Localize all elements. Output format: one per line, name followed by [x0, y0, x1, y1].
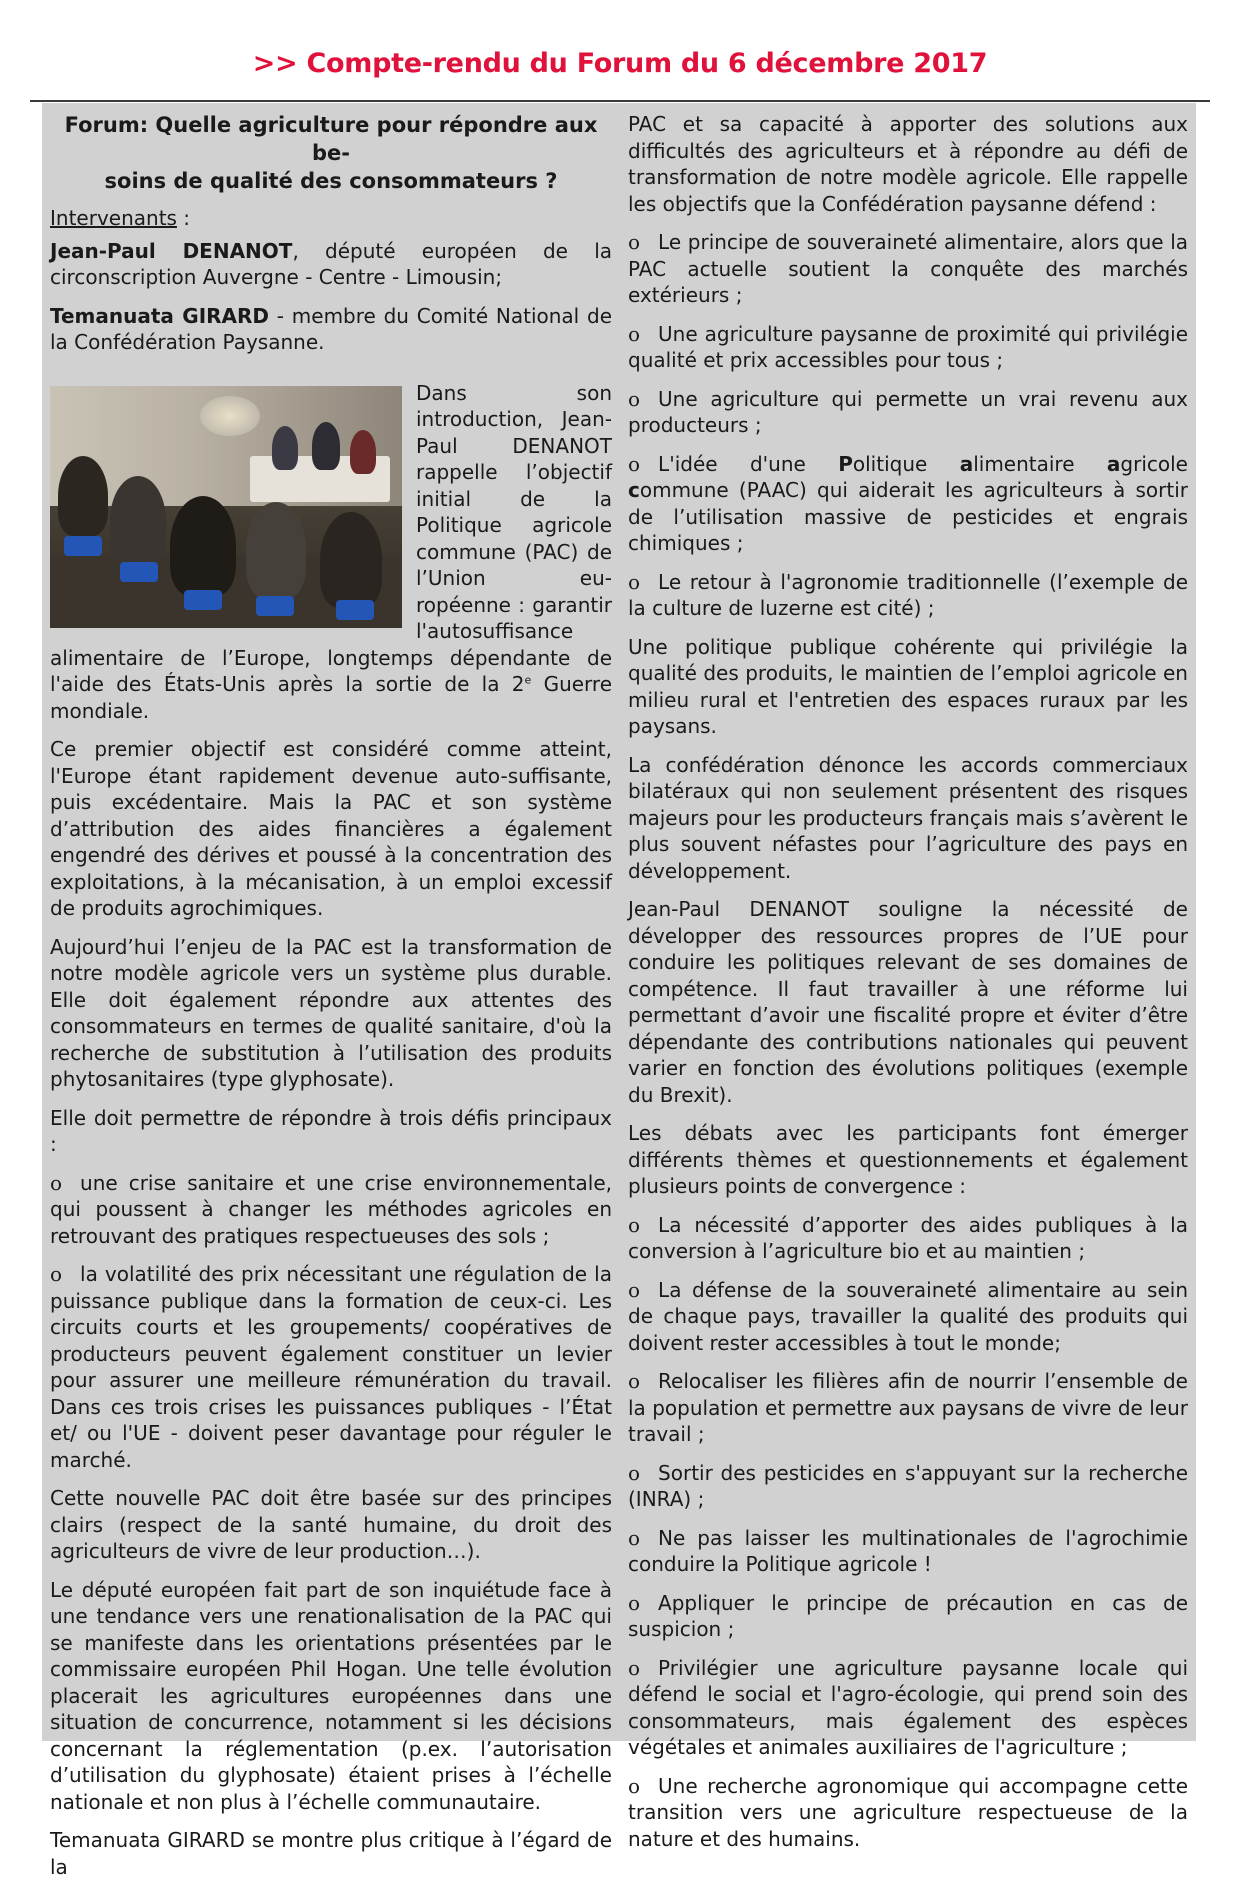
- paac-letter: a: [959, 451, 974, 476]
- bullet-marker: o: [628, 1212, 641, 1237]
- photo-chair: [256, 596, 294, 616]
- convergence-item: [628, 1525, 1188, 1578]
- convergence-item-text: Privilégier une agriculture paysanne locale qui défend le social et l'agro-écologie, qui prend soin des consommateurs, mais également des espèces végétales et animales auxiliaires de l'agriculture ;: [628, 1655, 1188, 1759]
- right-column: [628, 111, 1188, 1864]
- objective-item-text: Le retour à l'agronomie traditionnelle (l’exemple de la culture de luzerne est cité) ;: [628, 569, 1188, 620]
- paac-text: limentaire: [973, 451, 1107, 476]
- defi-item-text: une crise sanitaire et une crise environnementale, qui poussent à changer les méthodes agricoles en retrouvant des pratiques respectueuses des sols ;: [50, 1170, 612, 1248]
- defis-paragraph: Elle doit permettre de répondre à trois défis principaux :: [50, 1105, 612, 1156]
- photo-chair: [184, 590, 222, 610]
- photo-chair: [64, 536, 102, 556]
- paac-letter: a: [1106, 451, 1121, 476]
- page-title: >> Compte-rendu du Forum du 6 décembre 2017: [252, 48, 988, 79]
- intro-text: Dans son introduction, Jean-Paul DENANOT rappelle l’objectif initial de la Politique agricole commune (PAC) de l’Union eu-ropéenne : garantir l'autosuffisance alimentaire de l’Europe, longtemps dépendante de l'aide des États-Unis après la sortie de la 2: [50, 380, 612, 696]
- convergence-item: [628, 1773, 1188, 1853]
- speaker-1-role: , député européen de la circonscription Auvergne - Centre - Limousin;: [50, 238, 613, 289]
- paac-text: ommune (PAAC) qui aiderait les agriculteurs à sortir de l’utilisation massive de pesticides et engrais chimiques ;: [628, 478, 1188, 555]
- bullet-marker: o: [628, 1460, 641, 1485]
- forum-title-line-2: soins de qualité des consommateurs ?: [104, 169, 558, 193]
- photo-person: [312, 422, 340, 470]
- defi-item: [50, 1170, 612, 1250]
- photo-chair: [120, 562, 158, 582]
- photo-person: [246, 502, 306, 598]
- photo-person: [170, 496, 236, 596]
- bullet-marker: o: [628, 321, 641, 346]
- politique-paragraph: Une politique publique cohérente qui privilégie la qualité des produits, le maintien de l’emploi agricole en milieu rural et l'entretien des espaces ruraux par les paysans.: [628, 634, 1188, 738]
- forum-title: [50, 111, 612, 195]
- objective-item-text: Le principe de souveraineté alimentaire, alors que la PAC actuelle soutient la conquête des marchés extérieurs ;: [628, 230, 1188, 307]
- convergence-item-text: Ne pas laisser les multinationales de l'agrochimie conduire la Politique agricole !: [628, 1525, 1188, 1576]
- bullet-marker: o: [628, 386, 641, 411]
- objective-item: [628, 321, 1188, 374]
- intervenants-colon: :: [176, 206, 191, 230]
- speaker-2-role: - membre du Comité National de la Confédération Paysanne.: [50, 303, 612, 354]
- paac-text: gricole: [1120, 451, 1188, 476]
- convergence-item-text: Sortir des pesticides en s'appuyant sur la recherche (INRA) ;: [628, 1460, 1188, 1511]
- convergence-item-text: La défense de la souveraineté alimentaire au sein de chaque pays, travailler la qualité des produits qui doivent rester accessibles à tout le monde;: [628, 1277, 1188, 1355]
- confederation-paragraph: La confédération dénonce les accords commerciaux bilatéraux qui non seulement présentent des risques majeurs pour les producteurs français mais s’avèrent le plus souvent néfastes pour l’agriculture des pays en développement.: [628, 752, 1188, 883]
- bullet-marker: o: [628, 1655, 641, 1680]
- depute-paragraph: Le député européen fait part de son inquiétude face à une tendance vers une renationalisation de la PAC qui se manifeste dans les orientations présentées par le commissaire européen Phil Hogan. Une telle évolution placerait les agricultures européennes dans une situation de concurrence, notamment si les décisions concernant la réglementation (p.ex. l’autorisation d’utilisation du glyphosate) étaient prises à l’échelle nationale et non plus à l’échelle communautaire.: [50, 1577, 612, 1814]
- photo-chair: [336, 600, 374, 620]
- objective-item: [628, 569, 1188, 622]
- convergence-item: [628, 1212, 1188, 1265]
- photo-person: [350, 430, 376, 474]
- convergence-item: [628, 1655, 1188, 1761]
- continuation-paragraph: PAC et sa capacité à apporter des solutions aux difficultés des agriculteurs et à répondre au défi de transformation de notre modèle agricole. Elle rappelle les objectifs que la Confédération paysanne défend :: [628, 112, 1188, 216]
- bullet-marker: o: [50, 1170, 63, 1195]
- photo-person: [110, 476, 166, 566]
- enjeu-paragraph: Aujourd’hui l’enjeu de la PAC est la transformation de notre modèle agricole vers un système plus durable. Elle doit également répondre aux attentes des consommateurs en termes de qualité sanitaire, d'où la recherche de substitution à l’utilisation des produits phytosanitaires (type glyphosate).: [50, 934, 612, 1091]
- speaker-2-name: Temanuata GIRARD: [50, 303, 270, 328]
- article-panel: [42, 103, 1196, 1879]
- convergence-item: [628, 1277, 1188, 1357]
- bullet-marker: o: [50, 1262, 63, 1286]
- intervenants-label: Intervenants: [50, 206, 177, 230]
- bullet-marker: o: [628, 1369, 641, 1393]
- intro-text-end: Guerre mondiale.: [50, 672, 613, 723]
- bullet-marker: o: [628, 1277, 641, 1302]
- defi-item: [50, 1261, 612, 1473]
- intervenants-heading: [50, 205, 612, 232]
- objective-item: [628, 386, 1188, 439]
- objective-item: [628, 451, 1188, 557]
- speaker-2: [50, 303, 612, 356]
- nouvelle-pac-paragraph: Cette nouvelle PAC doit être basée sur des principes clairs (respect de la santé humaine, du droit des agriculteurs de vivre de leur production…).: [50, 1486, 612, 1563]
- bullet-marker: o: [628, 1590, 641, 1615]
- intro-superscript: e: [524, 673, 532, 687]
- paac-letter: c: [628, 478, 640, 502]
- bullet-marker: o: [628, 230, 641, 254]
- convergence-item-text: Une recherche agronomique qui accompagne cette transition vers une agriculture respectueuse de la nature et des humains.: [628, 1773, 1188, 1851]
- photo-light: [200, 396, 260, 436]
- intro-paragraph: [50, 380, 612, 725]
- girard-paragraph: Temanuata GIRARD se montre plus critique à l’égard de la: [50, 1828, 612, 1879]
- header-rule: [30, 100, 1210, 102]
- convergence-item: [628, 1368, 1188, 1448]
- convergence-item-text: Appliquer le principe de précaution en cas de suspicion ;: [628, 1590, 1188, 1641]
- debats-paragraph: Les débats avec les participants font émerger différents thèmes et questionnements et également plusieurs points de convergence :: [628, 1121, 1188, 1198]
- objective-item-text: Une agriculture paysanne de proximité qui privilégie qualité et prix accessibles pour tous ;: [628, 321, 1188, 372]
- denanot-paragraph: Jean-Paul DENANOT souligne la nécessité de développer des ressources propres de l’UE pour conduire les politiques relevant de ses domaines de compétence. Il faut travailler à une réforme lui permettant d’avoir une fiscalité propre et éviter d’être dépendante des contributions nationales qui peuvent varier en fonction des évolutions politiques (exemple du Brexit).: [628, 897, 1188, 1107]
- paac-text-pre: L'idée d'une: [658, 451, 839, 476]
- speaker-1: [50, 238, 612, 291]
- photo-person: [272, 426, 298, 470]
- defi-item-text: la volatilité des prix nécessitant une régulation de la puissance publique dans la formation de ceux-ci. Les circuits courts et les groupements/ coopératives de producteurs peuvent également constituer un levier pour assurer une meilleure rémunération du travail. Dans ces trois crises les puissances publiques - l’État et/ ou l'UE - doivent peser davantage pour réguler le marché.: [50, 1262, 612, 1472]
- bullet-marker: o: [628, 451, 641, 476]
- convergence-item: [628, 1460, 1188, 1513]
- photo-person: [58, 456, 108, 536]
- convergence-item-text: La nécessité d’apporter des aides publiques à la conversion à l’agriculture bio et au maintien ;: [628, 1212, 1188, 1263]
- paac-text: olitique: [852, 451, 960, 476]
- bullet-marker: o: [628, 569, 641, 594]
- forum-title-line-1: Forum: Quelle agriculture pour répondre aux be-: [64, 113, 598, 165]
- speaker-1-name: Jean-Paul DENANOT: [50, 238, 293, 263]
- objectif-paragraph: Ce premier objectif est considéré comme atteint, l'Europe étant rapidement devenue auto-suffisante, puis excédentaire. Mais la PAC et son système d’attribution des aides financières a également engendré des dérives et poussé à la concentration des exploitations, à la mécanisation, à un emploi excessif de produits agrochimiques.: [50, 737, 612, 920]
- bullet-marker: o: [628, 1773, 641, 1798]
- photo-person: [320, 512, 382, 608]
- convergence-item-text: Relocaliser les filières afin de nourrir l’ensemble de la population et permettre aux paysans de vivre de leur travail ;: [628, 1369, 1188, 1446]
- objective-item-text: Une agriculture qui permette un vrai revenu aux producteurs ;: [628, 386, 1188, 437]
- forum-photo: [50, 386, 402, 628]
- convergence-item: [628, 1590, 1188, 1643]
- objective-item: [628, 229, 1188, 309]
- paac-letter: P: [838, 451, 853, 476]
- left-column: [50, 111, 612, 1892]
- bullet-marker: o: [628, 1525, 641, 1550]
